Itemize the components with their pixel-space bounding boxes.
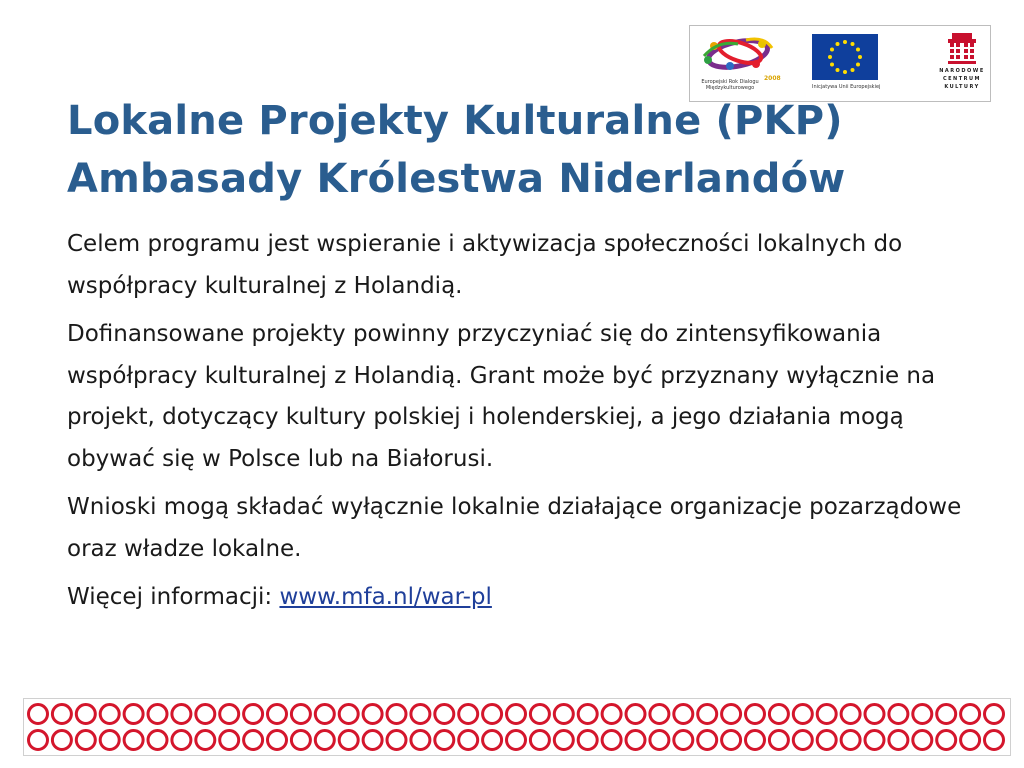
decor-circle [578, 731, 597, 750]
decor-circle [435, 705, 454, 724]
decor-circle [52, 731, 71, 750]
nck-building-icon [938, 33, 986, 65]
decor-circle [483, 731, 502, 750]
decorative-circle-border [23, 698, 1011, 756]
decor-circle [554, 705, 573, 724]
decor-circle [148, 731, 167, 750]
erdm-caption-line1: Europejski Rok Dialogu [701, 79, 759, 85]
body-content [67, 224, 997, 626]
page-title [67, 92, 967, 208]
decor-circle [793, 705, 812, 724]
partner-logos-box [689, 25, 991, 102]
decor-circle [387, 705, 406, 724]
decor-circle [76, 731, 95, 750]
decor-circle [626, 705, 645, 724]
decor-circle [100, 705, 119, 724]
nck-line1: NARODOWE [939, 68, 985, 74]
decor-circle [698, 731, 717, 750]
nck-caption [938, 67, 986, 91]
title-line1: Lokalne Projekty Kulturalne (PKP) [67, 98, 843, 144]
decor-circle [52, 705, 71, 724]
erdm-year: 2008 [764, 75, 781, 82]
decor-circle [507, 705, 526, 724]
mfa-link[interactable]: www.mfa.nl/war-pl [279, 584, 492, 610]
decor-circle [554, 731, 573, 750]
erdm-caption [698, 79, 762, 91]
european-year-intercultural-dialogue-logo [698, 32, 790, 96]
decor-circle [363, 731, 382, 750]
decor-circle [507, 731, 526, 750]
decor-circle [530, 731, 549, 750]
decor-circle [817, 705, 836, 724]
decor-circle [961, 705, 980, 724]
decor-circle [961, 731, 980, 750]
decor-circle [76, 705, 95, 724]
decor-circle [411, 705, 430, 724]
decor-circle [937, 705, 956, 724]
decor-circle [650, 731, 669, 750]
decor-circle [626, 731, 645, 750]
paragraph-funded-projects: Dofinansowane projekty powinny przyczyniać się do zintensyfikowania współpracy kulturalnej z Holandią. Grant może być przyznany wyłącznie na projekt, dotyczący kultury polskiej i holenderskiej, a jego działania mogą obywać się w Polsce lub na Białorusi. [67, 321, 936, 472]
eu-caption: Inicjatywa Unii Europejskiej [812, 84, 881, 90]
decor-circle [985, 705, 1004, 724]
decor-circle [148, 705, 167, 724]
decor-circle [291, 705, 310, 724]
decor-circle [841, 731, 860, 750]
decor-circle [315, 705, 334, 724]
decor-circle [244, 705, 263, 724]
decor-circle [841, 705, 860, 724]
decor-circle [674, 705, 693, 724]
decor-circle [339, 705, 358, 724]
decor-circle [244, 731, 263, 750]
decor-circle [985, 731, 1004, 750]
erdm-swirl-icon [698, 32, 778, 78]
decor-circle [674, 731, 693, 750]
decor-circle [769, 731, 788, 750]
decor-circle [315, 731, 334, 750]
decor-circle [746, 731, 765, 750]
decor-circle [913, 731, 932, 750]
decor-circle [459, 731, 478, 750]
circle-pattern-icon [24, 699, 1010, 755]
decor-circle [172, 705, 191, 724]
decor-circle [530, 705, 549, 724]
decor-circle [172, 731, 191, 750]
decor-circle [769, 705, 788, 724]
decor-circle [363, 705, 382, 724]
nck-line3: KULTURY [944, 84, 980, 90]
decor-circle [483, 705, 502, 724]
decor-circle [29, 731, 48, 750]
more-info-label: Więcej informacji: [67, 584, 280, 610]
narodowe-centrum-kultury-logo [938, 33, 986, 99]
decor-circle [220, 705, 239, 724]
decor-circle [889, 705, 908, 724]
decor-circle [411, 731, 430, 750]
decor-circle [865, 731, 884, 750]
decor-circle [793, 731, 812, 750]
erdm-caption-line2: Międzykulturowego [705, 85, 755, 91]
decor-circle [865, 705, 884, 724]
decor-circle [196, 705, 215, 724]
decor-circle [698, 705, 717, 724]
decor-circle [387, 731, 406, 750]
decor-circle [124, 705, 143, 724]
decor-circle [889, 731, 908, 750]
decor-circle [268, 705, 287, 724]
decor-circle [100, 731, 119, 750]
decor-circle [268, 731, 287, 750]
decor-circle [459, 705, 478, 724]
decor-circle [291, 731, 310, 750]
decor-circle [602, 705, 621, 724]
decor-circle [196, 731, 215, 750]
title-line2: Ambasady Królestwa Niderlandów [67, 156, 846, 202]
decor-circle [602, 731, 621, 750]
paragraph-more-info [67, 577, 997, 619]
decor-circle [722, 705, 741, 724]
decor-circle [578, 705, 597, 724]
decor-circle [220, 731, 239, 750]
decor-circle [913, 705, 932, 724]
decor-circle [650, 705, 669, 724]
nck-line2: CENTRUM [942, 76, 982, 82]
decor-circle [339, 731, 358, 750]
paragraph-applicants: Wnioski mogą składać wyłącznie lokalnie działające organizacje pozarządowe oraz władze lokalne. [67, 494, 962, 562]
decor-circle [124, 731, 143, 750]
paragraph-program-goal: Celem programu jest wspieranie i aktywizacja społeczności lokalnych do współpracy kulturalnej z Holandią. [67, 231, 903, 299]
decor-circle [937, 731, 956, 750]
decor-circle [29, 705, 48, 724]
decor-circle [722, 731, 741, 750]
decor-circle [435, 731, 454, 750]
eu-flag-icon [812, 34, 878, 80]
decor-circle [817, 731, 836, 750]
eu-flag-logo [812, 34, 881, 96]
decor-circle [746, 705, 765, 724]
